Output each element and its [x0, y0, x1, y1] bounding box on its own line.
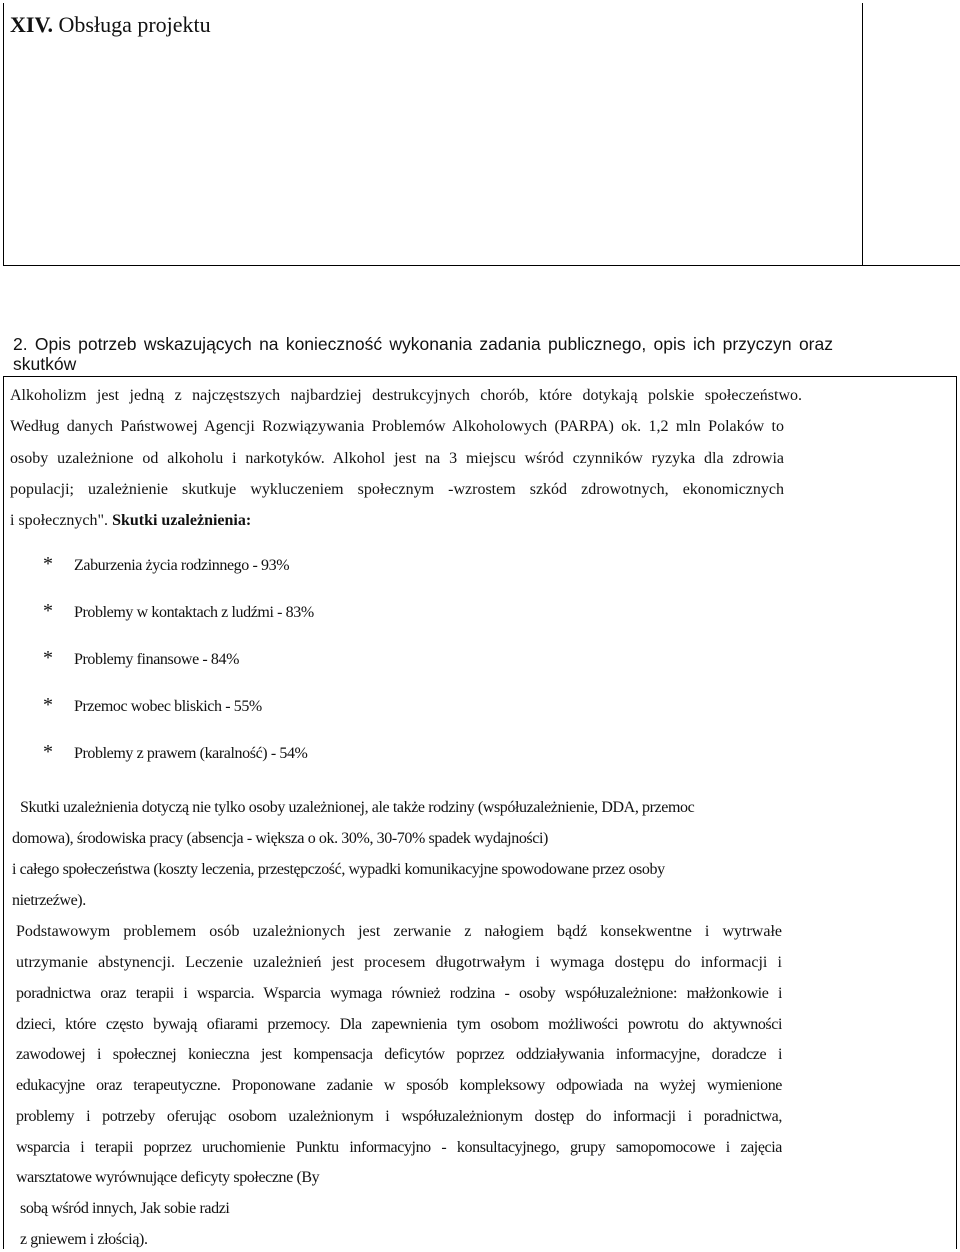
- para3-line-6: edukacyjne oraz terapeutyczne. Proponowane zadanie w sposób kompleksowy odpowiada na wyżej wymienione: [16, 1077, 782, 1094]
- para2-line-3: i całego społeczeństwa (koszty leczenia, przestępczość, wypadki komunikacyjne spowodowane przez osoby: [12, 861, 665, 878]
- para1-line-5: [10, 511, 251, 531]
- para3-line-3: poradnictwa oraz terapii i wsparcia. Wsparcia wymaga również rodzina - osoby współuzależnione: małżonkowie i: [16, 985, 782, 1002]
- para1-line-2: Według danych Państwowej Agencji Rozwiązywania Problemów Alkoholowych (PARPA) ok. 1,2 mln Polaków to: [10, 418, 784, 435]
- para2-line-2: domowa), środowiska pracy (absencja - większa o ok. 30%, 30-70% spadek wydajności): [12, 830, 548, 847]
- para2-line-4: nietrzeźwe).: [12, 892, 86, 909]
- para3-line-4: dzieci, które często bywają ofiarami przemocy. Dla zapewnienia tym osobom możliwości powrotu do aktywności: [16, 1016, 782, 1033]
- bullet-star: *: [43, 694, 53, 716]
- bullet-star: *: [43, 553, 53, 575]
- effects-label: Skutki uzależnienia:: [112, 512, 252, 529]
- para1-end: i społecznych".: [10, 512, 109, 529]
- para1-line-4: populacji; uzależnienie skutkuje wykluczeniem społecznym -wzrostem szkód zdrowotnych, ekonomicznych: [10, 481, 784, 498]
- para3-line-8: wsparcia i terapii poprzez uruchomienie Punktu informacyjno - konsultacyjnego, grupy samopomocowe i zajęcia: [16, 1139, 782, 1156]
- para3-line-11: z gniewem i złością).: [20, 1231, 148, 1248]
- bullet-item: Zaburzenia życia rodzinnego - 93%: [74, 557, 290, 574]
- bullet-star: *: [43, 647, 53, 669]
- para1-line-3: osoby uzależnione od alkoholu i narkotyków. Alkohol jest na 3 miejscu wśród czynników ryzyka dla zdrowia: [10, 450, 784, 467]
- section-box: [3, 3, 863, 266]
- para3-line-9: warsztatowe wyrównujące deficyty społeczne (By: [16, 1169, 320, 1186]
- bullet-item: Problemy finansowe - 84%: [74, 651, 240, 668]
- bullet-star: *: [43, 741, 53, 763]
- para1-line-1: Alkoholizm jest jedną z najczęstszych najbardziej destrukcyjnych chorób, które dotykają polskie społeczeństwo.: [10, 387, 802, 404]
- para2-line-1: Skutki uzależnienia dotyczą nie tylko osoby uzależnionej, ale także rodziny (współuzależnienie, DDA, przemoc: [20, 799, 695, 816]
- bullet-star: *: [43, 600, 53, 622]
- para3-line-10: sobą wśród innych, Jak sobie radzi: [20, 1200, 230, 1217]
- para3-line-2: utrzymanie abstynencji. Leczenie uzależnień jest procesem długotrwałym i wymaga dostępu do informacji i: [16, 954, 782, 971]
- bullet-item: Problemy w kontaktach z ludźmi - 83%: [74, 604, 314, 621]
- bullet-item: Problemy z prawem (karalność) - 54%: [74, 745, 308, 762]
- divider: [862, 265, 960, 266]
- needs-heading: 2. Opis potrzeb wskazujących na konieczność wykonania zadania publicznego, opis ich przyczyn oraz skutków: [13, 334, 833, 374]
- para3-line-7: problemy i potrzeby oferując osobom uzależnionym i współuzależnionym dostęp do informacji i poradnictwa,: [16, 1108, 782, 1125]
- para3-line-1: Podstawowym problemem osób uzależnionych jest zerwanie z nałogiem bądź konsekwentne i wytrwałe: [16, 923, 782, 940]
- section-title: [10, 10, 211, 40]
- section-number: XIV.: [10, 12, 54, 37]
- para3-line-5: zawodowej i społecznej konieczna jest kompensacja deficytów poprzez oddziaływania informacyjne, doradcze i: [16, 1046, 782, 1063]
- bullet-item: Przemoc wobec bliskich - 55%: [74, 698, 262, 715]
- section-title-text: Obsługa projektu: [58, 12, 211, 37]
